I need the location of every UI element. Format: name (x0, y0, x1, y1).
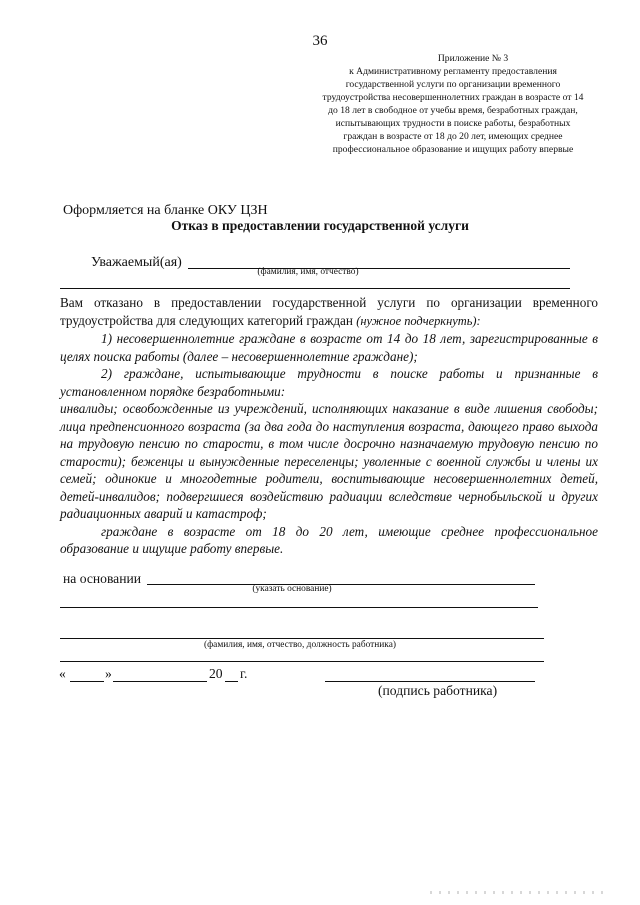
appendix-line: трудоустройства несовершеннолетних граждан в возрасте от 14 (322, 92, 584, 103)
page-number: 36 (312, 33, 328, 49)
category-item-1[interactable]: 1) несовершеннолетние граждане в возрасте от 14 до 18 лет, зарегистрированные в целях поиска работы (далее – несовершеннолетние граждане); (60, 331, 598, 364)
addressee-caption: (фамилия, имя, отчество) (257, 267, 359, 277)
employee-caption: (фамилия, имя, отчество, должность работника) (203, 640, 397, 650)
appendix-line: профессиональное образование и ищущих работу впервые (332, 144, 574, 155)
blank-note: Оформляется на бланке ОКУ ЦЗН (63, 203, 268, 218)
appendix-line: Приложение № 3 (437, 53, 509, 64)
employee-field-line[interactable] (60, 638, 544, 639)
intro-text: Вам отказано в предоставлении государственной услуги по организации временного трудоустройства для следующих категорий граждан (60, 295, 598, 328)
basis-field-line-2[interactable] (60, 607, 538, 608)
employee-field-line-2[interactable] (60, 661, 544, 662)
date-open-quote: « (59, 666, 66, 681)
scan-artifact (430, 891, 610, 894)
date-close-quote: » (105, 666, 112, 681)
signature-caption: (подпись работника) (378, 683, 498, 698)
appendix-header (300, 52, 606, 156)
date-year-line[interactable] (225, 681, 238, 682)
date-day-line[interactable] (70, 681, 104, 682)
date-month-line[interactable] (113, 681, 207, 682)
underline-hint: (нужное подчеркнуть): (356, 313, 481, 328)
category-item-3[interactable]: граждане в возрасте от 18 до 20 лет, имеющие среднее профессиональное образование и ищущие работу впервые. (60, 523, 598, 556)
addressee-label: Уважаемый(ая) (91, 255, 182, 270)
signature-line[interactable] (325, 681, 535, 682)
refusal-body (60, 294, 598, 558)
appendix-line: испытывающих трудности в поиске работы, безработных (335, 118, 571, 129)
appendix-line: граждан в возрасте от 18 до 20 лет, имеющих среднее (343, 131, 563, 142)
category-item-2[interactable]: 2) граждане, испытывающие трудности в поиске работы и признанные в установленном порядке безработными: (60, 366, 598, 399)
date-year-suffix: г. (240, 666, 248, 681)
appendix-line: до 18 лет в свободное от учебы время, безработных граждан, (328, 105, 578, 116)
document-title: Отказ в предоставлении государственной услуги (171, 218, 469, 233)
appendix-line: к Административному регламенту предоставления (349, 66, 557, 77)
basis-label: на основании (63, 571, 142, 586)
basis-caption: (указать основание) (252, 584, 332, 594)
addressee-field-line-2[interactable] (60, 288, 570, 289)
appendix-line: государственной услуги по организации временного (345, 79, 561, 90)
category-item-2-list[interactable]: инвалиды; освобожденные из учреждений, исполняющих наказание в виде лишения свободы; лица предпенсионного возраста (за два года до наступления возраста, дающего право выхода на трудовую пенсию по старости, в том числе досрочно назначаемую трудовую пенсию по старости); беженцы и вынужденные переселенцы; уволенные с военной службы и члены их семей; одинокие и многодетные родители, воспитывающие несовершеннолетних детей, детей-инвалидов; подвергшиеся воздействию радиации вследствие чернобыльской и других радиационных аварий и катастроф; (60, 401, 598, 521)
date-year-prefix: 20 (209, 666, 223, 681)
intro-paragraph (60, 294, 598, 330)
